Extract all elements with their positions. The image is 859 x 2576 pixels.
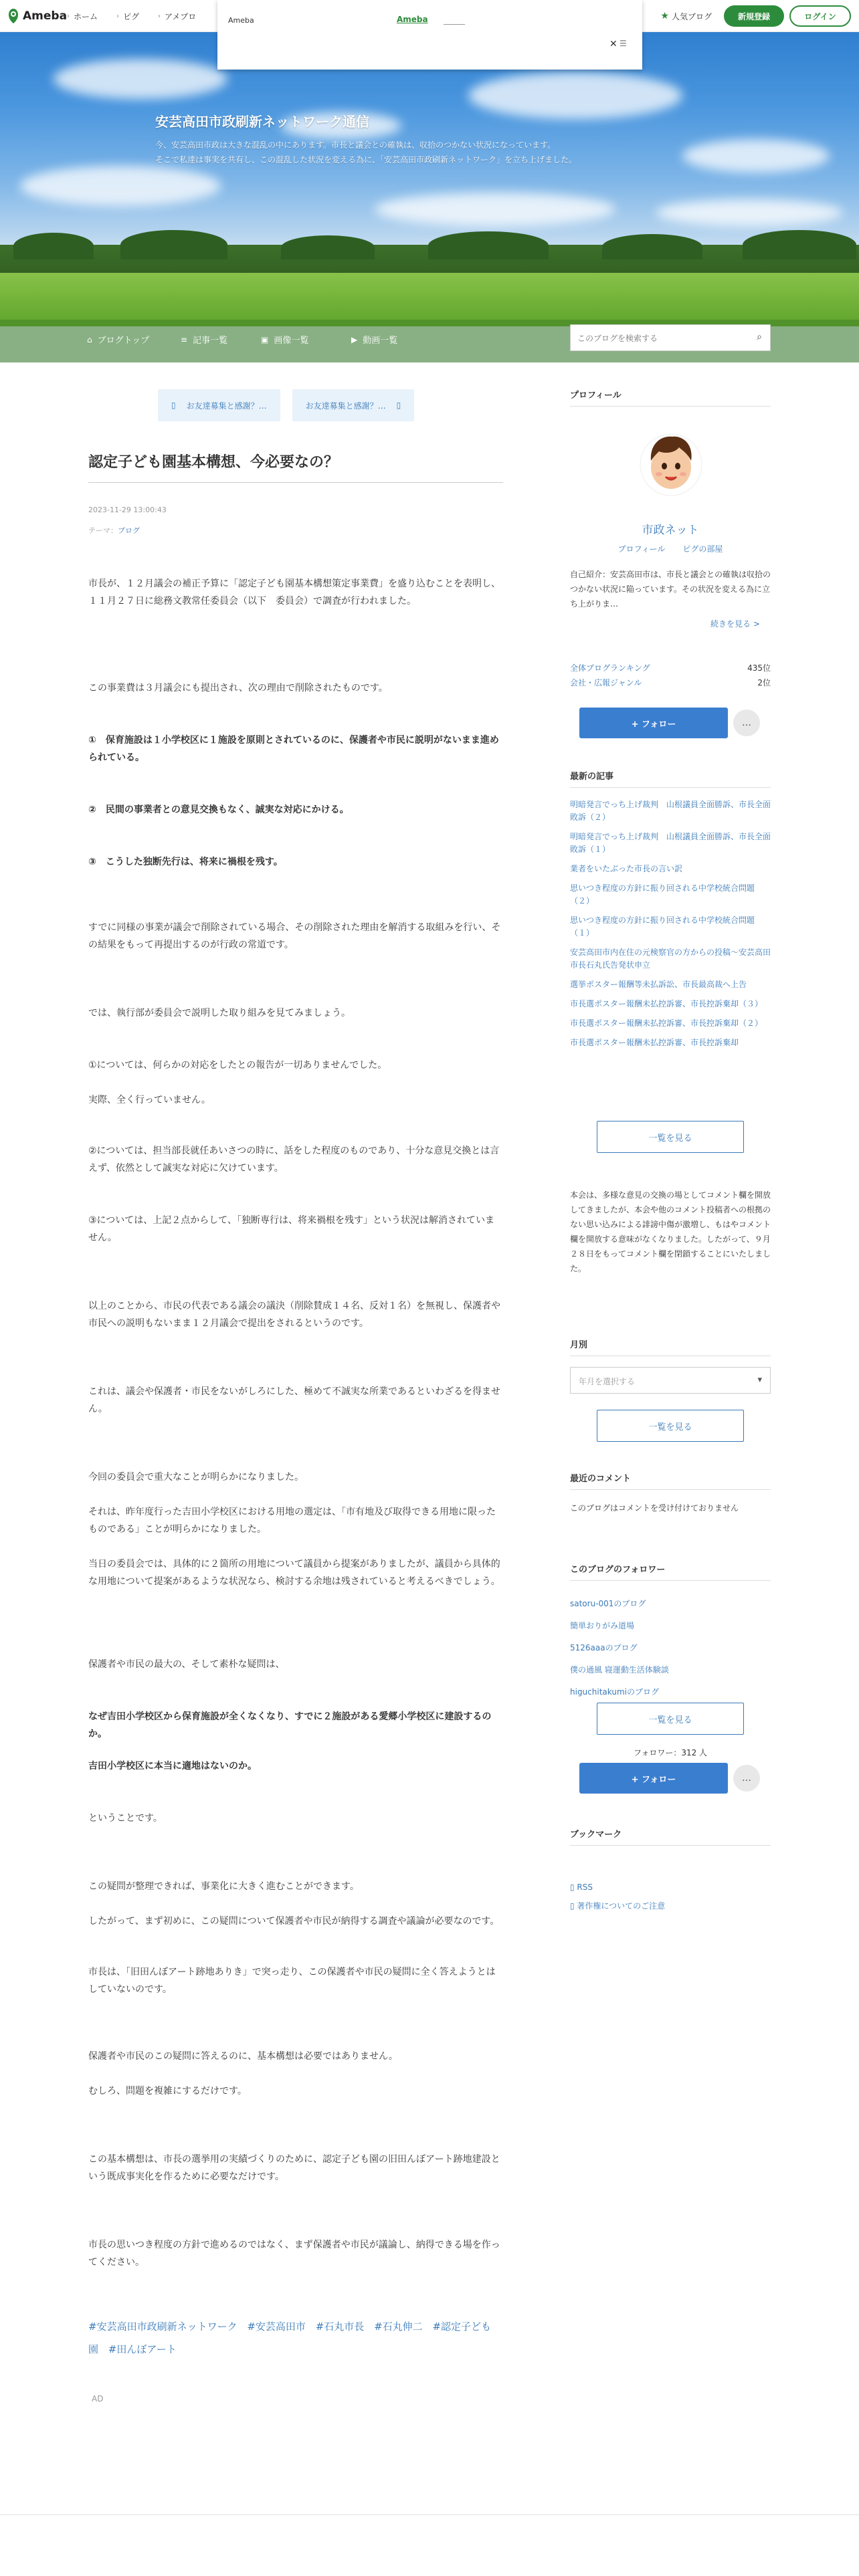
profile-name[interactable]: 市政ネット xyxy=(642,524,699,537)
tree xyxy=(743,230,856,259)
recent-article-link[interactable]: 思いつき程度の方針に振り回される中学校統合問題（１） xyxy=(570,916,755,938)
article-paragraph: 実際、全く行っていません。 xyxy=(88,1095,211,1105)
article-paragraph: 今回の委員会で重大なことが明らかになりました。 xyxy=(88,1472,304,1483)
cloud xyxy=(375,193,615,226)
search-icon[interactable]: ⌕ xyxy=(757,332,762,342)
profile-link[interactable]: プロフィール xyxy=(617,544,666,554)
ranking-link[interactable]: 全体ブログランキング xyxy=(570,663,650,673)
nav-video-list[interactable]: ▶ 動画一覧 xyxy=(351,334,398,346)
list-icon: ≡ xyxy=(181,334,188,344)
home-icon: ⌂ xyxy=(87,334,92,344)
recent-list-button[interactable]: 一覧を見る xyxy=(597,1121,744,1153)
nav-article-list[interactable]: ≡ 記事一覧 xyxy=(181,334,228,346)
article-paragraph: この疑問が整理できれば、事業化に大きく進むことができます。 xyxy=(88,1881,359,1892)
recent-article-link[interactable]: 市長選ポスター報酬未払控訴審、市長控訴棄却（３） xyxy=(570,999,763,1008)
ameba-logo-text: Ameba xyxy=(23,9,68,23)
chevron-right-icon: › xyxy=(158,12,161,20)
hashtag-link[interactable]: #石丸伸二 xyxy=(374,2321,423,2333)
friend-ad-chips xyxy=(158,389,426,421)
article-paragraph: この事業費は３月議会にも提出され、次の理由で削除されたものです。 xyxy=(88,683,388,693)
blog-search xyxy=(570,324,771,351)
cloud xyxy=(656,199,843,226)
follower-link[interactable]: satoru-001のブログ xyxy=(570,1599,646,1608)
tree xyxy=(281,235,375,259)
recent-article-link[interactable]: 市長選ポスター報酬未払控訴審、市長控訴棄却（２） xyxy=(570,1018,763,1028)
recent-comments-heading: 最近のコメント xyxy=(570,1471,771,1490)
article-paragraph: ②については、担当部長就任あいさつの時に、話をした程度のものであり、十分な意見交換とは言えず、依然として誠実な対応に欠けています。 xyxy=(88,1146,500,1174)
chevron-right-icon: › xyxy=(116,12,120,20)
menu-icon[interactable]: ☰ xyxy=(619,39,627,48)
article-paragraph: 当日の委員会では、具体的に２箇所の用地について議員から提案がありましたが、議員から具体的な用地について提案があるような状況なら、検討する余地は残されていると考えるべきでしょう。 xyxy=(88,1559,500,1587)
article-paragraph: 以上のことから、市民の代表である議会の議決（削除賛成１４名、反対１名）を無視し、保護者や市民への説明もないまま１２月議会で提出をされるというのです。 xyxy=(88,1301,500,1329)
article-paragraph: ということです。 xyxy=(88,1813,163,1824)
avatar[interactable] xyxy=(639,426,703,501)
profile-description: 自己紹介：安芸高田市は、市長と議会との確執は収拾のつかない状況に陥っています。その状況を変える為に立ち上がりま… xyxy=(570,570,771,609)
article-header xyxy=(88,441,503,536)
recent-article-link[interactable]: 思いつき程度の方針に振り回される中学校統合問題（２） xyxy=(570,883,755,905)
hashtag-link[interactable]: #安芸高田市 xyxy=(247,2321,306,2333)
ad-label: Ameba xyxy=(228,16,254,25)
recent-heading-wrap xyxy=(570,769,771,788)
recent-article-link[interactable]: 安芸高田市内在住の元検察官の方からの投稿～安芸高田市長石丸氏告発状申立 xyxy=(570,948,771,970)
article-paragraph: この基本構想は、市長の選挙用の実績づくりのために、認定子ども園の旧田んぼアート跡地建設という既成事実化を作るために必要なだけです。 xyxy=(88,2154,500,2182)
month-select[interactable] xyxy=(570,1367,771,1394)
article-date: 2023-11-29 13:00:43 xyxy=(88,506,167,514)
top-right-actions xyxy=(660,5,851,27)
article-paragraph: むしろ、問題を複雑にするだけです。 xyxy=(88,2086,247,2097)
profile-heading: プロフィール xyxy=(570,388,771,407)
article-paragraph: それは、昨年度行った吉田小学校区における用地の選定は、「市有地及び取得できる用地に限ったものである」ことが明らかになりました。 xyxy=(88,1507,496,1535)
hashtag-list xyxy=(88,2315,503,2361)
bookmark-heading: ブックマーク xyxy=(570,1827,771,1846)
follow-button[interactable]: + フォロー xyxy=(579,1763,728,1794)
article-paragraph: ② 民間の事業者との意見交換もなく、誠実な対応にかける。 xyxy=(88,804,349,815)
article-paragraph: 市長は、「旧田んぼアート跡地ありき」で突っ走り、この保護者や市民の疑問に全く答えようとはしていないのです。 xyxy=(88,1967,496,1995)
follower-link[interactable]: 簡単おりがみ道場 xyxy=(570,1621,635,1630)
article-paragraph: ① 保育施設は１小学校区に１施設を原則とされているのに、保護者や市民に説明がないまま進められている。 xyxy=(88,735,499,763)
nav-blog-top[interactable]: ⌂ ブログトップ xyxy=(87,334,150,346)
close-icon[interactable]: ✕ xyxy=(609,39,617,49)
profile-heading-wrap xyxy=(570,388,771,407)
article-paragraph: 保護者や市民の最大の、そして素朴な疑問は、 xyxy=(88,1659,285,1670)
read-more-link[interactable]: 続きを見る > xyxy=(710,619,760,629)
footer-divider xyxy=(0,2514,859,2515)
ad-label: AD xyxy=(92,2394,104,2403)
copyright-link[interactable]: ▯ 著作権についてのご注意 xyxy=(570,1901,666,1911)
more-options-button[interactable]: … xyxy=(733,1765,760,1792)
followers-list xyxy=(570,1593,771,1703)
blog-title[interactable]: 安芸高田市政刷新ネットワーク通信 xyxy=(155,114,369,130)
monthly-heading: 月別 xyxy=(570,1337,771,1356)
profile-links xyxy=(570,543,771,554)
nav-image-list[interactable]: ▣ 画像一覧 xyxy=(261,334,309,346)
tree xyxy=(120,230,227,259)
article-paragraph: したがって、まず初めに、この疑問について保護者や市民が納得する調査や議論が必要なのです。 xyxy=(88,1916,500,1927)
blog-description: 今、安芸高田市政は大きな混乱の中にあります。市長と議会との確執は、収拾のつかない状況になっています。 そこで私達は事実を共有し、この混乱した状況を変える為に、「安芸高田市政刷新ネットワーク」を立ち上げました。 xyxy=(155,140,577,165)
rss-icon: ▯ xyxy=(570,1883,577,1892)
article-paragraph: ①については、何らかの対応をしたとの報告が一切ありませんでした。 xyxy=(88,1060,387,1071)
more-options-button[interactable]: … xyxy=(733,710,760,736)
ad-logo-link[interactable]: Ameba xyxy=(397,15,428,24)
monthly-list-button[interactable]: 一覧を見る xyxy=(597,1410,744,1442)
article-title[interactable]: 認定子ども園基本構想、今必要なの？ xyxy=(88,454,339,471)
tree xyxy=(13,233,94,259)
grass-field xyxy=(0,273,859,326)
follower-link[interactable]: higuchitakumiのブログ xyxy=(570,1687,659,1697)
follow-button[interactable]: + フォロー xyxy=(579,708,728,738)
crown-icon: ★ xyxy=(660,11,669,21)
recent-articles-list xyxy=(570,798,771,1056)
monthly-heading-wrap xyxy=(570,1337,771,1356)
ameba-logo[interactable] xyxy=(7,7,67,25)
follower-link[interactable]: 僕の通風 寝運動生活体験談 xyxy=(570,1665,669,1675)
article-paragraph: ③については、上記２点からして、「独断専行は、将来禍根を残す」という状況は解消されていません。 xyxy=(88,1215,494,1243)
tree xyxy=(428,231,549,259)
popular-blogs-link[interactable]: ★ 人気ブログ xyxy=(660,11,712,21)
tree xyxy=(602,234,702,259)
recent-article-link[interactable]: 業者をいたぶった市長の言い訳 xyxy=(570,864,683,873)
register-button[interactable]: 新規登録 xyxy=(724,5,784,27)
chat-icon: ▯ xyxy=(171,401,176,410)
ad-chip[interactable]: ▯ お友達募集と感謝？… xyxy=(158,389,280,421)
hashtag-link[interactable]: #田んぼアート xyxy=(108,2343,177,2355)
article-paragraph: これは、議会や保護者・市民をないがしろにした、極めて不誠実な所業であるといわざるを得ません。 xyxy=(88,1386,500,1414)
blog-header-banner xyxy=(0,32,859,362)
article-paragraph: 吉田小学校区に本当に適地はないのか。 xyxy=(88,1761,257,1772)
hashtag-link[interactable]: #認定子ども園 xyxy=(88,2321,492,2355)
recent-article-link[interactable]: 明暗発言でっち上げ裁判 山根議員全面勝訴、市長全面敗訴（２） xyxy=(570,800,771,822)
article-paragraph: なぜ吉田小学校区から保育施設が全くなくなり、すでに２施設がある愛郷小学校区に建設するのか。 xyxy=(88,1711,492,1739)
comment-notice: 本会は、多様な意見の交換の場としてコメント欄を開放してきましたが、本会や他のコメント投稿者への根拠のない思い込みによる誹謗中傷が激増し、もはやコメント欄を開放する意味がなくなりました。したがって、９月２８日をもってコメント欄を閉鎖することにいたしました。 xyxy=(570,1190,771,1273)
blog-search-input[interactable] xyxy=(577,332,745,345)
article-paragraph: すでに同様の事業が議会で削除されている場合、その削除された理由を解消する取組みを行い、その結果をもって再提出するのが行政の常道です。 xyxy=(88,922,501,950)
followers-heading: このブログのフォロワー xyxy=(570,1562,771,1581)
article-paragraph: 市長が、１２月議会の補正予算に「認定子ども園基本構想策定事業費」を盛り込むことを表明し、１１月２７日に総務文教常任委員会（以下 委員会）で調査が行われました。 xyxy=(88,578,500,607)
theme-link[interactable]: ブログ xyxy=(118,526,140,535)
article-theme: テーマ：ブログ xyxy=(88,526,140,535)
rss-link[interactable]: ▯ RSS xyxy=(570,1883,593,1892)
article-paragraph: 市長の思いつき程度の方針で進めるのではなく、まず保護者や市民が議論し、納得できる場を作ってください。 xyxy=(88,2240,500,2268)
top-nav-pigg[interactable]: › ピグ xyxy=(116,11,140,21)
ranking-value: 2位 xyxy=(757,678,771,687)
article-paragraph: 保護者や市民のこの疑問に答えるのに、基本構想は必要ではありません。 xyxy=(88,2051,398,2062)
top-nav-ameblo[interactable]: › アメブロ xyxy=(158,11,197,21)
followers-heading-wrap xyxy=(570,1562,771,1581)
title-divider xyxy=(88,482,503,483)
comments-disabled-text: このブログはコメントを受け付けておりません xyxy=(570,1503,739,1513)
chevron-down-icon: ▾ xyxy=(757,1375,762,1385)
top-nav xyxy=(67,0,215,32)
bookmark-heading-wrap xyxy=(570,1827,771,1846)
recent-article-link[interactable]: 市長選ポスター報酬未払控訴審、市長控訴棄却 xyxy=(570,1038,739,1047)
ad-divider xyxy=(444,24,465,25)
article-paragraph: ③ こうした独断先行は、将来に禍根を残す。 xyxy=(88,857,283,867)
ameba-logo-icon xyxy=(7,8,20,24)
follower-link[interactable]: 5126aaaのブログ xyxy=(570,1643,638,1652)
comments-heading-wrap xyxy=(570,1471,771,1490)
top-nav-home[interactable]: › ホーム xyxy=(67,11,98,21)
recent-article-link[interactable]: 明暗発言でっち上げ裁判 山根議員全面勝訴、市長全面敗訴（１） xyxy=(570,832,771,854)
ranking-value: 435位 xyxy=(747,663,771,673)
followers-list-button[interactable]: 一覧を見る xyxy=(597,1703,744,1735)
article-paragraph: では、執行部が委員会で説明した取り組みを見てみましょう。 xyxy=(88,1008,351,1018)
video-icon: ▶ xyxy=(351,334,358,344)
ranking-row xyxy=(570,662,771,673)
ranking-row xyxy=(570,677,771,688)
image-icon: ▣ xyxy=(261,334,269,344)
login-button[interactable]: ログイン xyxy=(789,5,851,27)
ad-chip[interactable]: お友達募集と感謝？… ▯ xyxy=(292,389,415,421)
follower-count: フォロワー：312 人 xyxy=(633,1748,708,1757)
recent-article-link[interactable]: 選挙ポスター報酬等未払訴訟、市長最高裁へ上告 xyxy=(570,980,747,989)
ad-banner[interactable] xyxy=(217,0,642,70)
hashtag-link[interactable]: #安芸高田市政刷新ネットワーク xyxy=(88,2321,237,2333)
pigg-room-link[interactable]: ピグの部屋 xyxy=(682,544,723,554)
cloud xyxy=(54,59,227,99)
cloud xyxy=(468,72,682,119)
month-select-value: 年月を選択する xyxy=(579,1377,636,1386)
hashtag-link[interactable]: #石丸市長 xyxy=(315,2321,365,2333)
document-icon: ▯ xyxy=(570,1901,577,1911)
chat-icon: ▯ xyxy=(396,401,401,410)
chevron-right-icon: › xyxy=(67,12,70,20)
recent-articles-heading: 最新の記事 xyxy=(570,769,771,788)
cloud xyxy=(20,166,221,206)
bookmark-list xyxy=(570,1878,771,1915)
genre-ranking-link[interactable]: 会社・広報ジャンル xyxy=(570,678,642,687)
